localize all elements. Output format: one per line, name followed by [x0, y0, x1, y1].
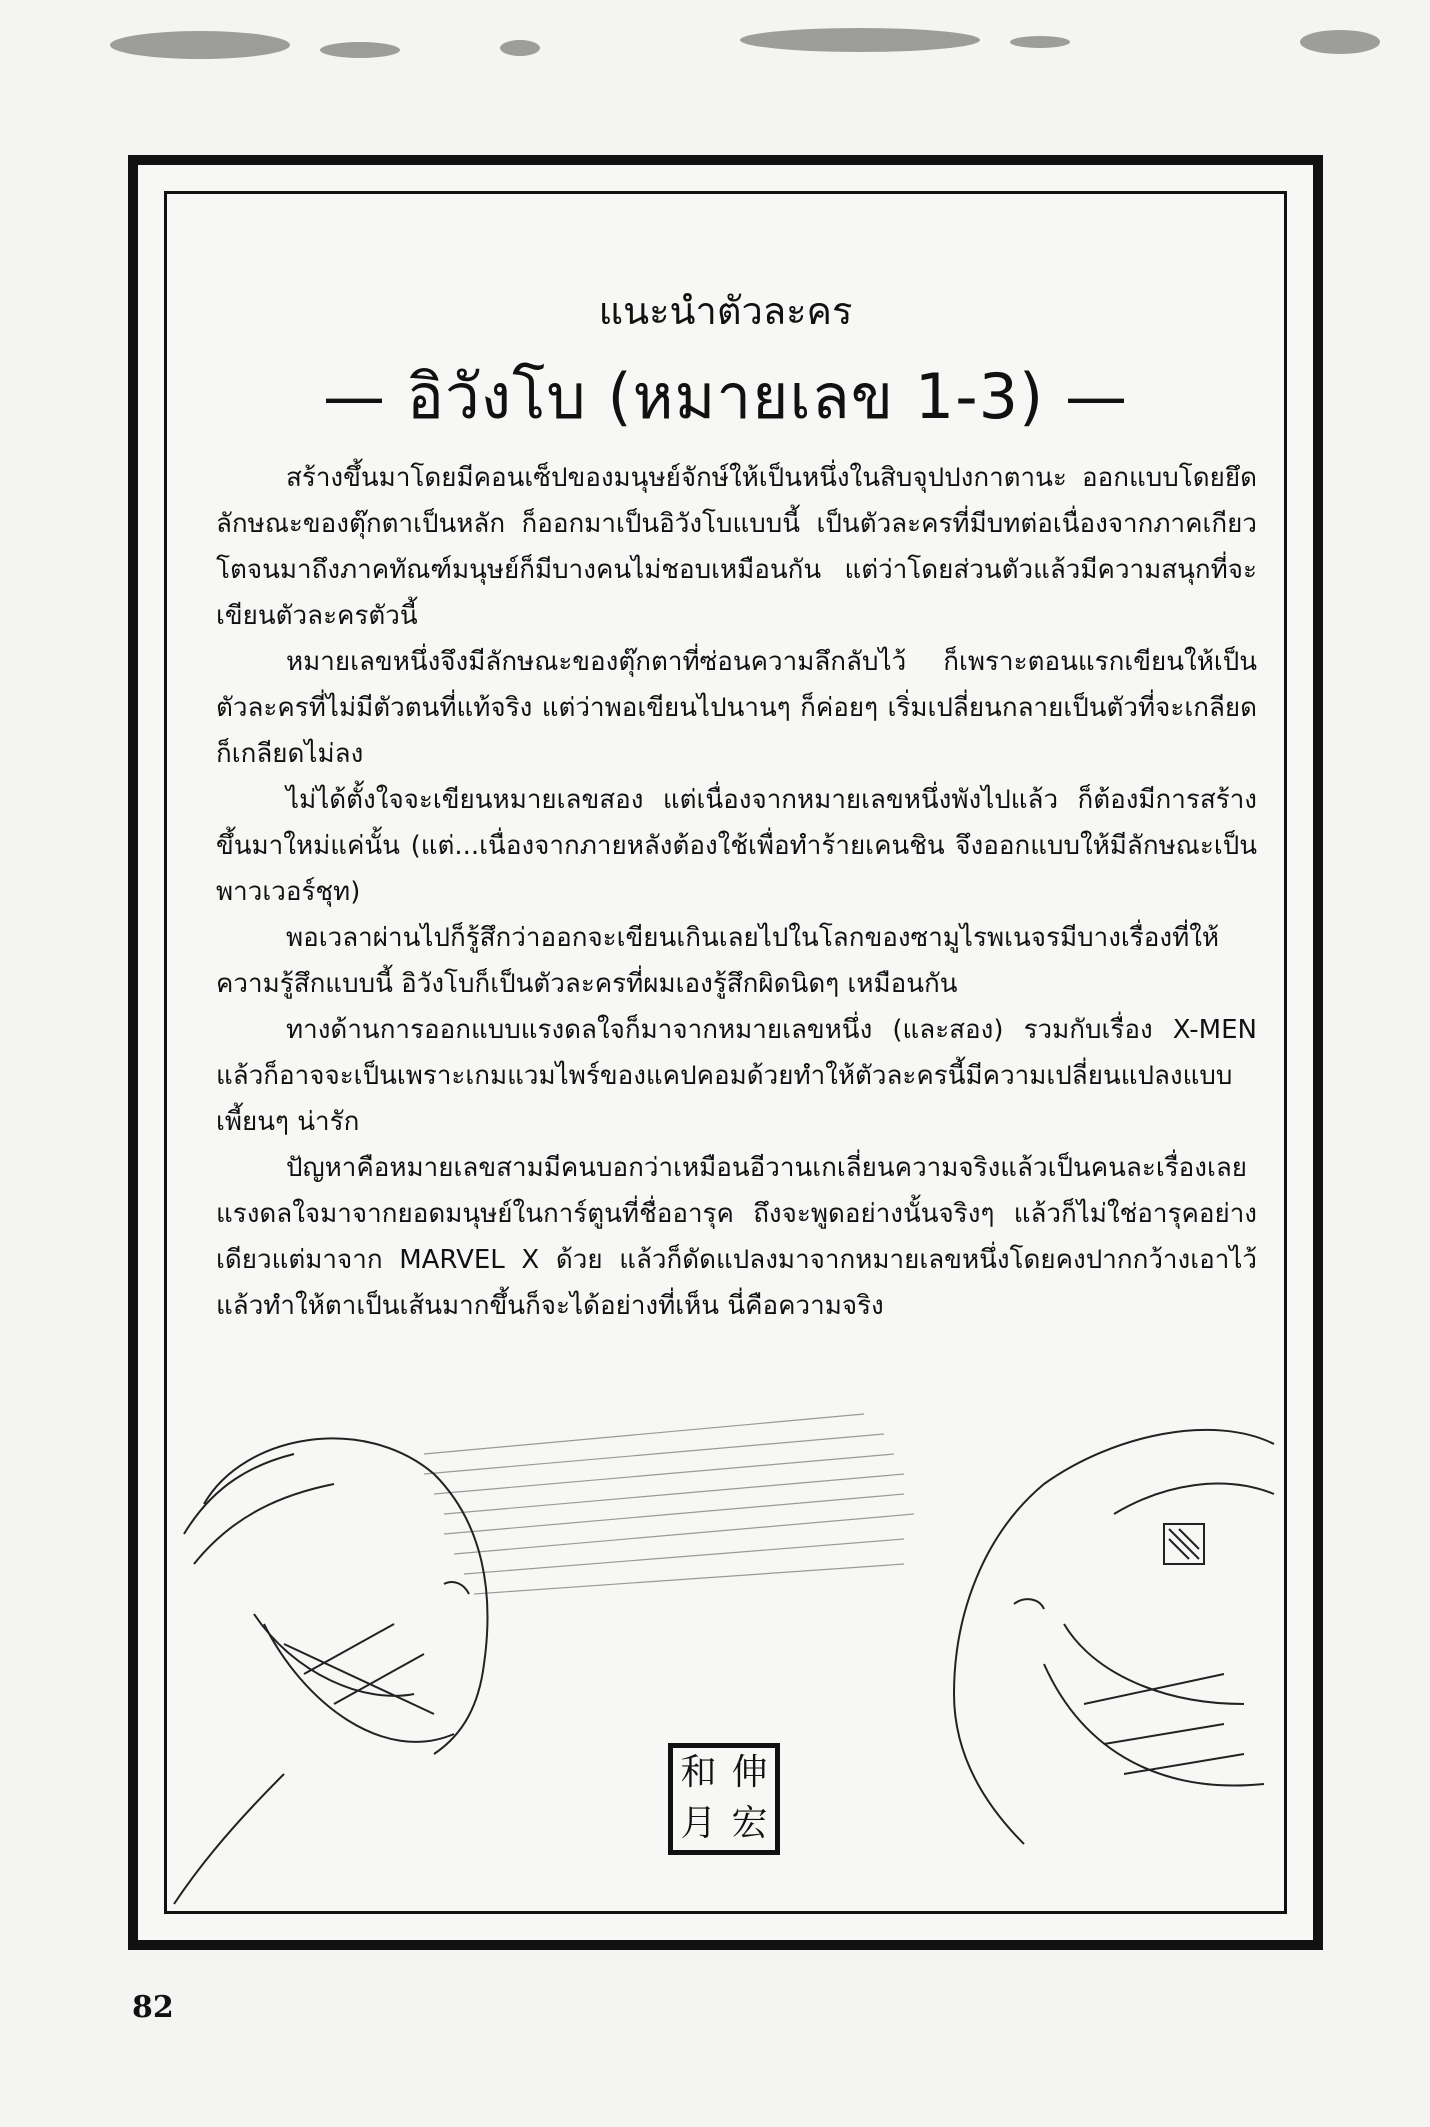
seal-char: 月 [680, 1803, 717, 1844]
page-number: 82 [132, 1990, 174, 2025]
paragraph: หมายเลขหนึ่งจึงมีลักษณะของตุ๊กตาที่ซ่อนความลึกลับไว้ ก็เพราะตอนแรกเขียนให้เป็นตัวละครที่ไม่มีตัวตนที่แท้จริง แต่ว่าพอเขียนไปนานๆ ก็ค่อยๆ เริ่มเปลี่ยนกลายเป็นตัวที่จะเกลียดก็เกลียดไม่ลง [216, 647, 1257, 769]
seal-char: 伸 [731, 1752, 768, 1793]
top-edge-smudge [0, 0, 1430, 90]
paragraph: ทางด้านการออกแบบแรงดลใจก็มาจากหมายเลขหนึ่ง (และสอง) รวมกับเรื่อง X-MEN แล้วก็อาจจะเป็นเพราะเกมแวมไพร์ของแคปคอมด้วยทำให้ตัวละครนี้มีความเปลี่ยนแปลงแบบเพี้ยนๆ น่ารัก [216, 1015, 1257, 1137]
page-frame [128, 155, 1323, 1950]
seal-char: 和 [680, 1752, 717, 1793]
seal-char: 宏 [731, 1803, 768, 1844]
section-header: แนะนำตัวละคร [598, 289, 853, 333]
paragraph: ปัญหาคือหมายเลขสามมีคนบอกว่าเหมือนอีวานเกเลี่ยนความจริงแล้วเป็นคนละเรื่องเลย แรงดลใจมาจากยอดมนุษย์ในการ์ตูนที่ชื่ออารุค ถึงจะพูดอย่างนั้นจริงๆ แล้วก็ไม่ใช่อารุคอย่างเดียวแต่มาจาก MARVEL X ด้วย แล้วก็ดัดแปลงมาจากหมายเลขหนึ่งโดยคงปากกว้างเอาไว้แล้วทำให้ตาเป็นเส้นมากขึ้นก็จะได้อย่างที่เห็น นี่คือความจริง [216, 1153, 1257, 1321]
paragraph: สร้างขึ้นมาโดยมีคอนเซ็ปของมนุษย์จักษ์ให้เป็นหนึ่งในสิบจุปปงกาตานะ ออกแบบโดยยึดลักษณะของตุ๊กตาเป็นหลัก ก็ออกมาเป็นอิวังโบแบบนี้ เป็นตัวละครที่มีบทต่อเนื่องจากภาคเกียวโตจนมาถึงภาคทัณฑ์มนุษย์ก็มีบางคนไม่ชอบเหมือนกัน แต่ว่าโดยส่วนตัวแล้วมีความสนุกที่จะเขียนตัวละครตัวนี้ [216, 463, 1257, 631]
character-title: — อิวังโบ (หมายเลข 1-3) — [323, 360, 1128, 433]
paragraph: ไม่ได้ตั้งใจจะเขียนหมายเลขสอง แต่เนื่องจากหมายเลขหนึ่งพังไปแล้ว ก็ต้องมีการสร้างขึ้นมาใหม่แค่นั้น (แต่...เนื่องจากภายหลังต้องใช้เพื่อทำร้ายเคนชิน จึงออกแบบให้มีลักษณะเป็นพาวเวอร์ชุท) [216, 785, 1257, 907]
article-body [216, 455, 1257, 1329]
artist-seal [668, 1743, 780, 1855]
paragraph: พอเวลาผ่านไปก็รู้สึกว่าออกจะเขียนเกินเลยไปในโลกของซามูไรพเนจรมีบางเรื่องที่ให้ความรู้สึกแบบนี้ อิวังโบก็เป็นตัวละครที่ผมเองรู้สึกผิดนิดๆ เหมือนกัน [216, 923, 1220, 999]
